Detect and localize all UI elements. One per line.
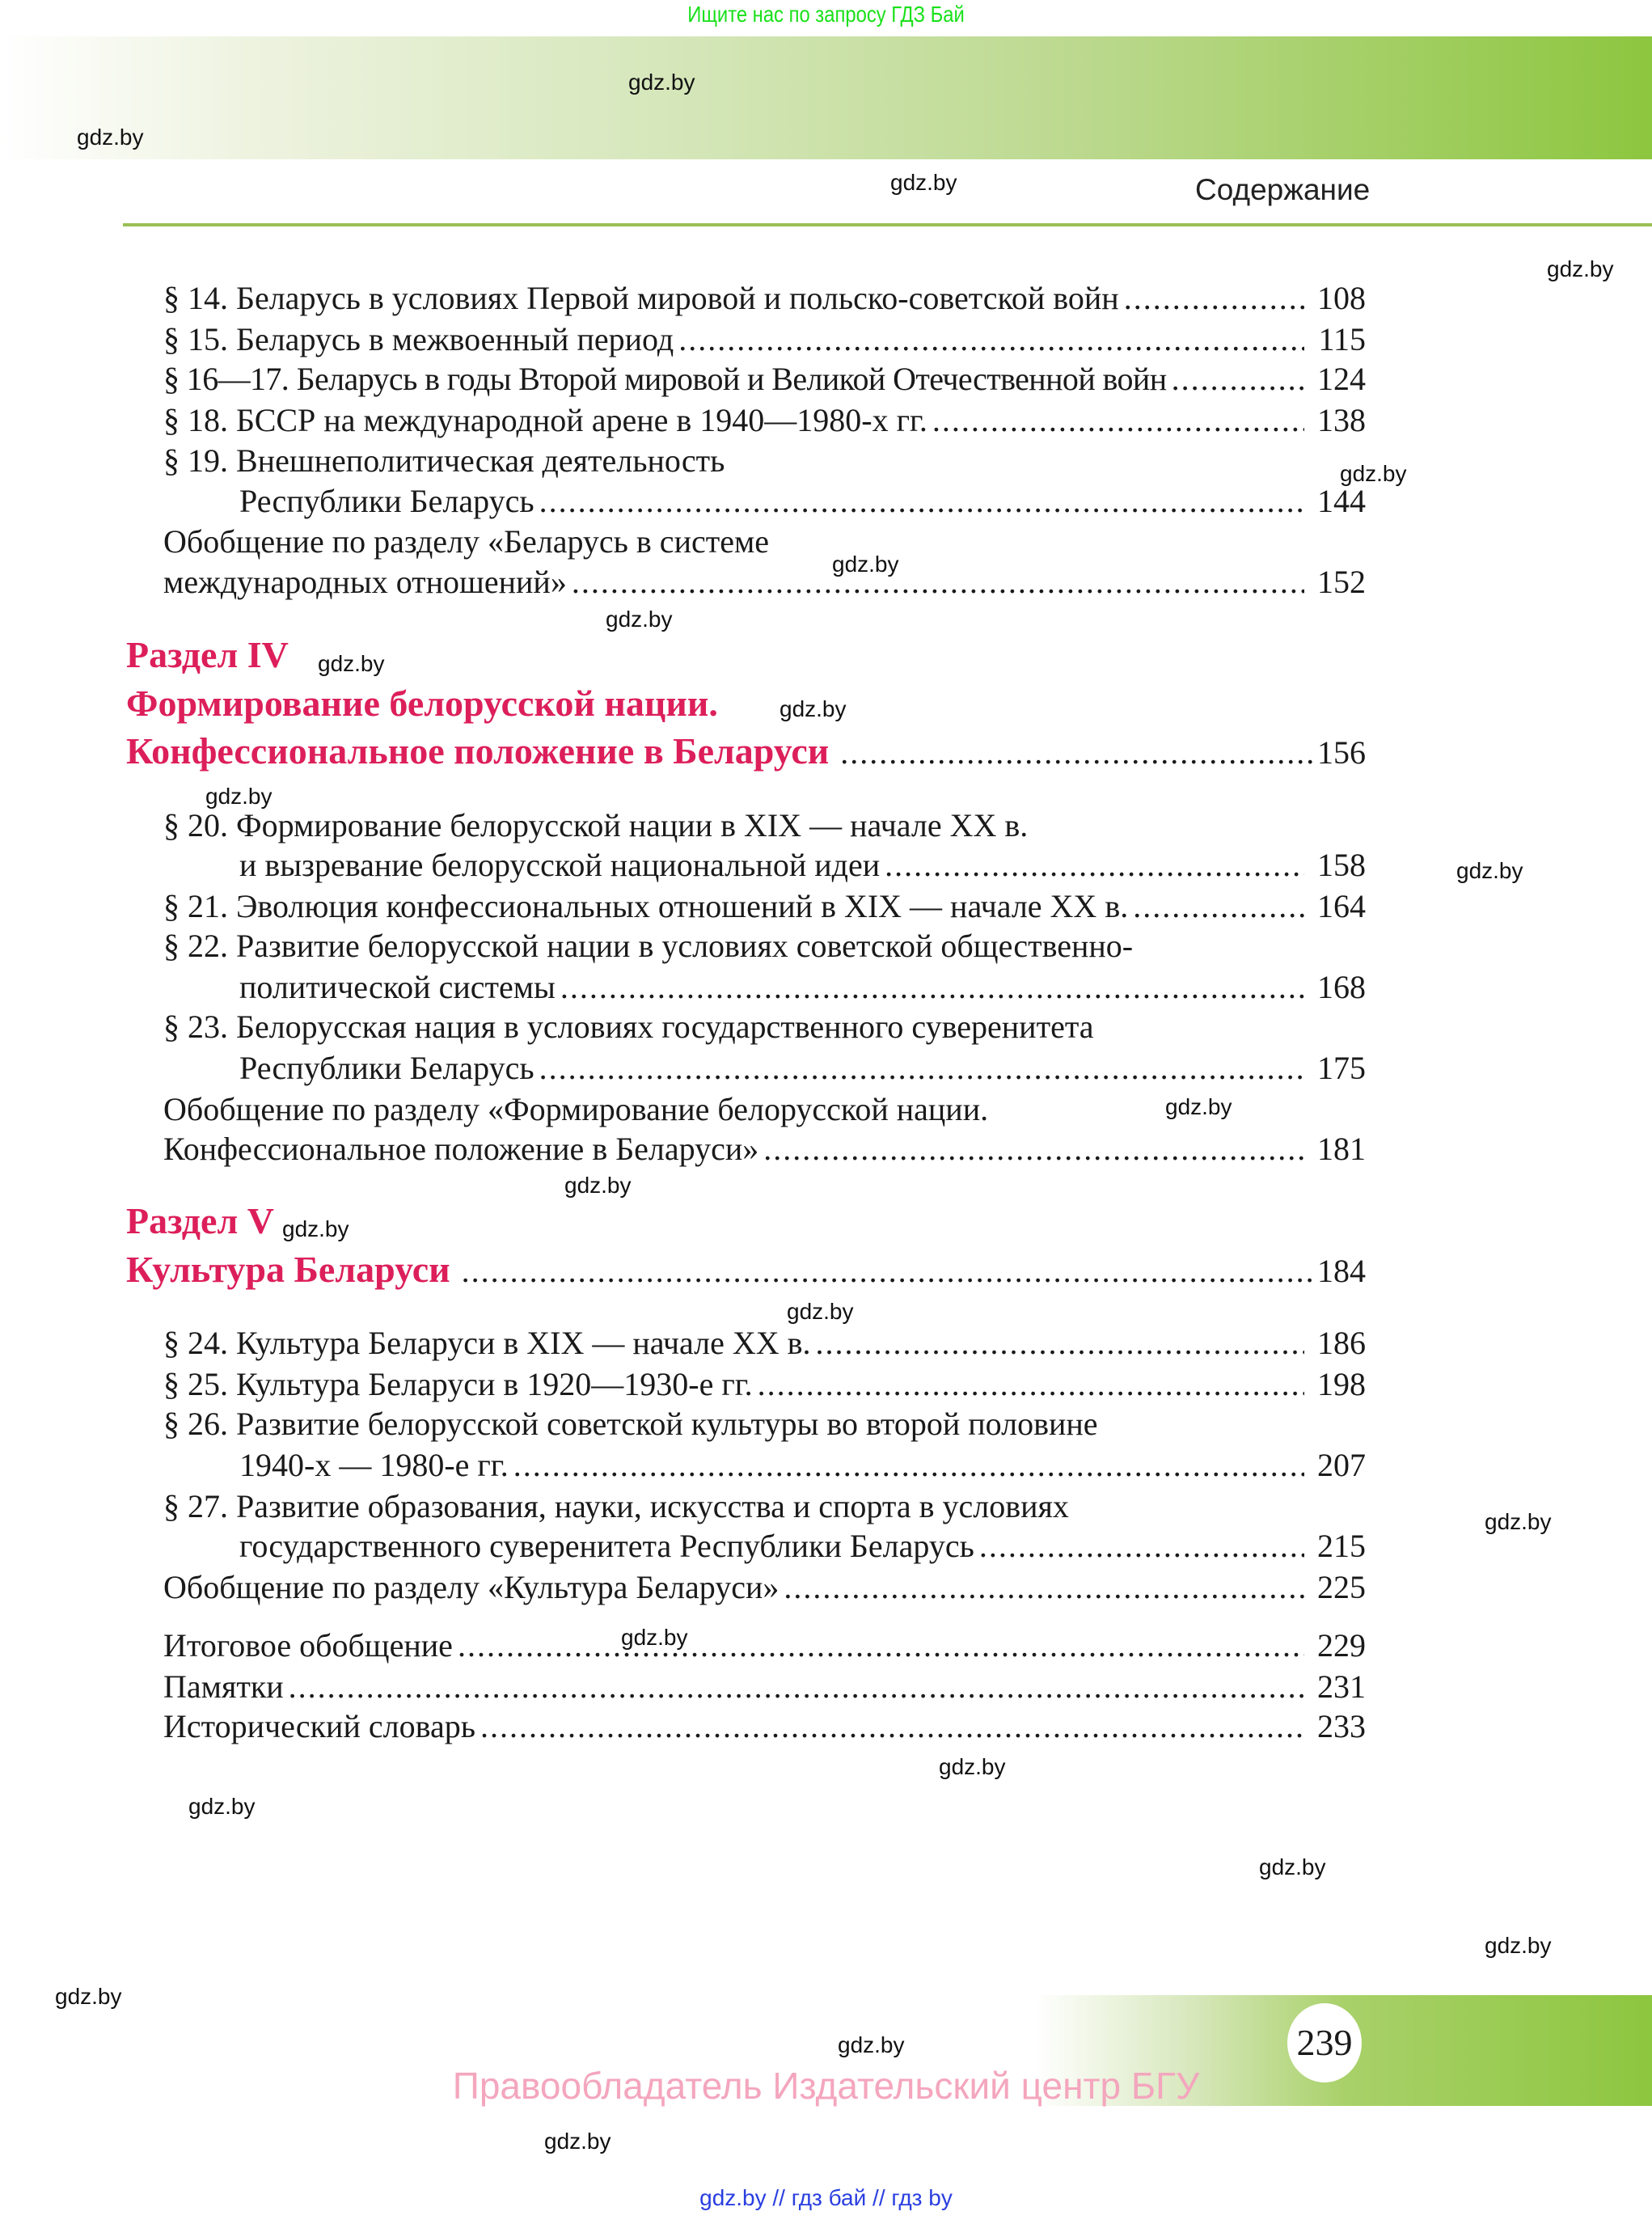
toc-text: Памятки — [163, 1668, 284, 1705]
watermark: gdz.by — [621, 1625, 688, 1650]
toc-section-item[interactable] — [126, 729, 1366, 776]
watermark: gdz.by — [1547, 256, 1614, 281]
section-heading: Формирование белорусской нации. — [126, 683, 718, 724]
toc-page: 158 — [1317, 847, 1366, 883]
leader — [458, 1626, 1304, 1666]
toc-page: 152 — [1317, 564, 1366, 600]
toc-section-item[interactable] — [126, 1247, 1366, 1294]
toc-page: 108 — [1317, 280, 1366, 316]
watermark: gdz.by — [838, 2032, 905, 2057]
leader — [539, 1048, 1304, 1089]
toc-text: государственного суверенитета Республики Беларусь — [239, 1528, 974, 1564]
watermark: gdz.by — [544, 2129, 611, 2154]
toc-text: § 26. Развитие белорусской советской культуры во второй половине — [163, 1406, 1098, 1442]
leader — [1124, 278, 1304, 319]
section-label: Раздел IV — [126, 634, 289, 675]
toc-text: Республики Беларусь — [239, 483, 534, 519]
toc-text: § 20. Формирование белорусской нации в XIX — начале XX в. — [163, 807, 1029, 844]
toc-item[interactable] — [239, 481, 1366, 522]
section-title: Содержание — [1195, 173, 1371, 206]
toc-text: 1940-х — 1980-е гг. — [239, 1447, 509, 1483]
toc-item[interactable] — [239, 1526, 1366, 1567]
leader — [1172, 359, 1304, 400]
toc-text: Обобщение по разделу «Культура Беларуси» — [163, 1569, 780, 1605]
toc-text: § 23. Белорусская нация в условиях государственного суверенитета — [163, 1008, 1094, 1045]
toc-text: Исторический словарь — [163, 1708, 475, 1744]
toc-page: 229 — [1317, 1627, 1366, 1664]
toc-page: 181 — [1317, 1131, 1366, 1167]
toc-item[interactable] — [163, 1626, 1366, 1666]
watermark: gdz.by — [1259, 1854, 1326, 1879]
header-rule — [123, 223, 1652, 226]
leader — [539, 481, 1304, 522]
leader — [840, 730, 1317, 776]
toc-text: § 15. Беларусь в межвоенный период — [163, 321, 674, 357]
watermark: gdz.by — [1340, 461, 1407, 486]
watermark: gdz.by — [318, 651, 385, 676]
watermark: gdz.by — [832, 552, 899, 577]
leader — [1133, 886, 1304, 927]
watermark: gdz.by — [890, 170, 957, 195]
header-band — [0, 36, 1652, 159]
toc-page: 144 — [1317, 483, 1366, 519]
section-heading: Конфессиональное положение в Беларуси — [126, 730, 830, 772]
leader — [289, 1667, 1304, 1707]
leader — [678, 319, 1304, 360]
watermark: gdz.by — [205, 784, 273, 809]
watermark: gdz.by — [1485, 1933, 1552, 1958]
watermark: gdz.by — [1456, 858, 1523, 883]
toc-page: 164 — [1317, 888, 1366, 924]
toc-text: § 27. Развитие образования, науки, искусства и спорта в условиях — [163, 1488, 1069, 1524]
toc-text: Обобщение по разделу «Формирование белорусской нации. — [163, 1091, 989, 1127]
section-heading: Культура Беларуси — [126, 1249, 450, 1290]
watermark: gdz.by — [780, 696, 847, 721]
toc-item[interactable] — [163, 1567, 1366, 1608]
toc-item[interactable] — [239, 967, 1366, 1008]
page-number: 239 — [1287, 2003, 1362, 2082]
toc-text: § 22. Развитие белорусской нации в условиях советской общественно- — [163, 928, 1134, 964]
toc-page: 186 — [1317, 1325, 1366, 1361]
toc-page: 225 — [1317, 1569, 1366, 1605]
copyright-owner: Правообладатель Издательский центр БГУ — [452, 2065, 1200, 2107]
toc-page: 156 — [1317, 734, 1366, 771]
watermark: gdz.by — [628, 70, 695, 95]
toc-page: 115 — [1318, 321, 1366, 357]
toc-item[interactable] — [239, 1048, 1366, 1089]
leader — [560, 967, 1304, 1008]
toc-item[interactable] — [163, 1129, 1366, 1169]
toc-page: 138 — [1317, 402, 1366, 438]
toc-item[interactable] — [163, 1323, 1366, 1364]
toc-page: 184 — [1317, 1253, 1366, 1289]
search-hint: Ищите нас по запросу ГДЗ Бай — [687, 2, 965, 27]
watermark: gdz.by — [188, 1794, 256, 1819]
watermark: gdz.by — [1485, 1509, 1552, 1534]
toc-page: 207 — [1317, 1447, 1366, 1483]
toc-item[interactable] — [163, 562, 1366, 603]
toc-page: 233 — [1317, 1708, 1366, 1744]
leader — [758, 1364, 1304, 1405]
toc-text: § 21. Эволюция конфессиональных отношений в XIX — начале XX в. — [163, 888, 1129, 924]
toc-text: Обобщение по разделу «Беларусь в системе — [163, 523, 770, 560]
toc-item[interactable] — [163, 1706, 1366, 1747]
toc-item[interactable] — [239, 1445, 1366, 1486]
leader — [462, 1249, 1317, 1294]
toc-text: § 25. Культура Беларуси в 1920—1930-е гг. — [163, 1366, 753, 1402]
toc-text: политической системы — [239, 969, 556, 1005]
leader — [932, 400, 1304, 441]
toc-page: 124 — [1317, 361, 1366, 397]
section-label: Раздел V — [126, 1200, 274, 1241]
toc-item[interactable] — [163, 886, 1366, 927]
toc-item[interactable] — [163, 319, 1366, 360]
toc-page: 168 — [1317, 969, 1366, 1005]
watermark: gdz.by — [55, 1984, 122, 2009]
toc-item[interactable] — [163, 1667, 1366, 1707]
toc-text: § 19. Внешнеполитическая деятельность — [163, 442, 725, 479]
toc-item[interactable] — [163, 1364, 1366, 1405]
watermark: gdz.by — [1165, 1094, 1232, 1119]
toc-item[interactable] — [163, 359, 1366, 400]
leader — [572, 562, 1304, 603]
toc-text: и вызревание белорусской национальной идеи — [239, 847, 881, 883]
leader — [979, 1526, 1304, 1567]
watermark: gdz.by — [606, 607, 673, 632]
toc-text: международных отношений» — [163, 564, 567, 600]
toc-text: § 18. БССР на международной арене в 1940—1980-х гг. — [163, 402, 927, 438]
toc-text: § 24. Культура Беларуси в XIX — начале XX в. — [163, 1325, 811, 1361]
toc-page: 175 — [1317, 1050, 1366, 1086]
toc-page: 215 — [1317, 1528, 1366, 1564]
watermark: gdz.by — [939, 1754, 1006, 1779]
toc-text: Итоговое обобщение — [163, 1627, 453, 1664]
leader — [885, 845, 1304, 886]
watermark: gdz.by — [282, 1216, 349, 1241]
leader — [763, 1129, 1304, 1169]
watermark: gdz.by — [77, 125, 144, 150]
leader — [513, 1445, 1304, 1486]
watermark: gdz.by — [564, 1173, 632, 1198]
watermark: gdz.by — [787, 1299, 854, 1324]
leader — [784, 1567, 1304, 1608]
toc-page: 198 — [1317, 1366, 1366, 1402]
toc-text: § 14. Беларусь в условиях Первой мировой и польско-советской войн — [163, 280, 1119, 316]
leader — [816, 1323, 1304, 1364]
footer-links[interactable]: gdz.by // гдз бай // гдз by — [699, 2185, 953, 2210]
toc-text: Республики Беларусь — [239, 1050, 534, 1086]
toc-text: § 16—17. Беларусь в годы Второй мировой и Великой Отечественной войн — [163, 361, 1167, 397]
toc-page: 231 — [1317, 1668, 1366, 1705]
toc-item[interactable] — [163, 400, 1366, 441]
toc-text: Конфессиональное положение в Беларуси» — [163, 1131, 759, 1167]
toc-item[interactable] — [239, 845, 1366, 886]
leader — [480, 1706, 1304, 1747]
toc-item[interactable] — [163, 278, 1366, 319]
